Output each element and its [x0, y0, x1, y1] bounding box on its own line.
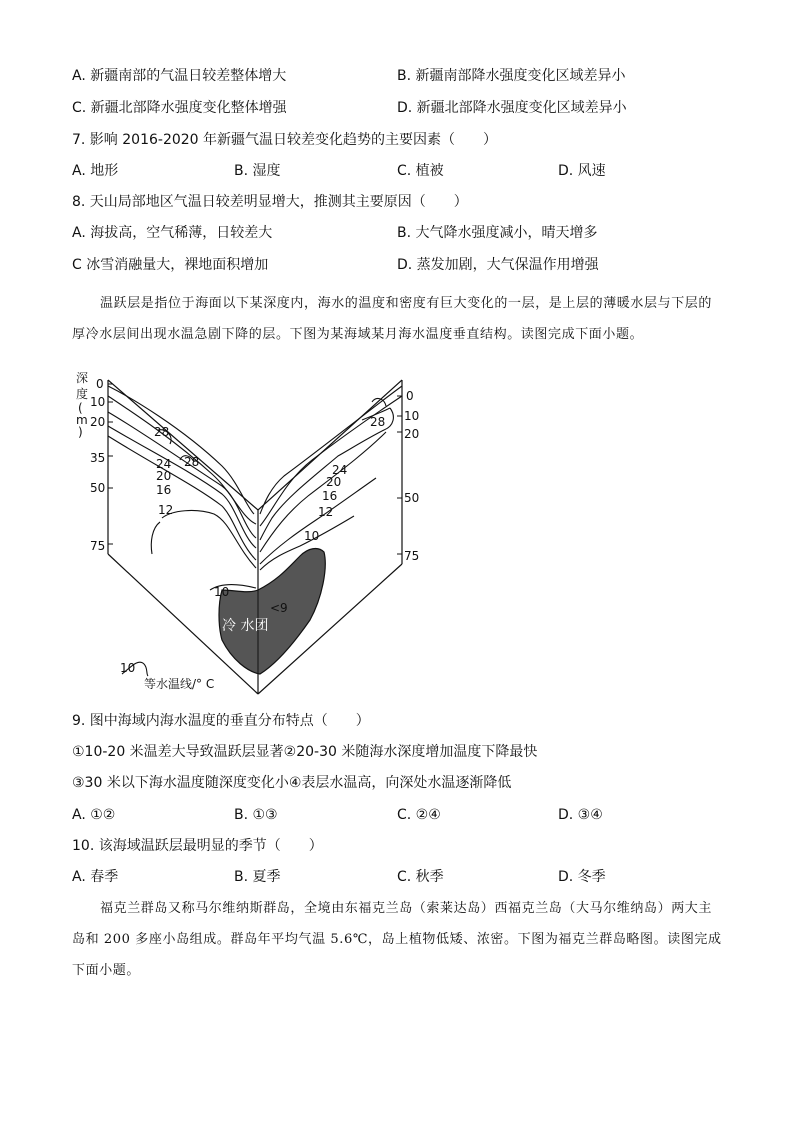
passage-falklands: 福克兰群岛又称马尔维纳斯群岛，全境由东福克兰岛（索莱达岛）西福克兰岛（大马尔维纳岛）两大主岛和 200 多座小岛组成。群岛年平均气温 5.6℃，岛上植物低矮、浓密。下图为福克兰群岛略图。读图完成下面小题。 — [72, 901, 722, 978]
left-isotherm-20: 20 — [156, 469, 172, 483]
q8-option-c: C 冰雪消融量大，裸地面积增加 — [72, 257, 269, 273]
q9-option-d: D. ③④ — [558, 807, 603, 823]
right-isotherm-28: 28 — [370, 415, 386, 429]
q6-option-d: D. 新疆北部降水强度变化区域差异小 — [397, 100, 627, 116]
q10-option-b: B. 夏季 — [234, 869, 281, 885]
cold-mass-value: <9 — [270, 601, 288, 615]
right-depth-50: 50 — [404, 491, 420, 505]
q8-option-a: A. 海拔高，空气稀薄，日较差大 — [72, 225, 273, 241]
depth-axis-label-4: m — [76, 413, 88, 427]
left-isotherm-24: 24 — [156, 457, 172, 471]
right-depth-20: 20 — [404, 427, 420, 441]
left-depth-50: 50 — [90, 481, 106, 495]
right-isotherm-12: 12 — [318, 505, 334, 519]
q6-option-c: C. 新疆北部降水强度变化整体增强 — [72, 100, 287, 116]
q8-option-d: D. 蒸发加剧，大气保温作用增强 — [397, 257, 599, 273]
sea-temperature-figure — [72, 368, 432, 708]
q7-option-c: C. 植被 — [397, 163, 444, 179]
right-depth-75: 75 — [404, 549, 420, 563]
q8-stem: 8. 天山局部地区气温日较差明显增大，推测其主要原因（ ） — [72, 194, 468, 210]
right-isotherm-16: 16 — [322, 489, 338, 503]
q9-stem: 9. 图中海域内海水温度的垂直分布特点（ ） — [72, 713, 370, 729]
q9-statement-2: ③30 米以下海水温度随深度变化小④表层水温高，向深处水温逐渐降低 — [72, 775, 512, 791]
right-isotherm-24: 24 — [332, 463, 348, 477]
left-depth-35: 35 — [90, 451, 106, 465]
q7-option-d: D. 风速 — [558, 163, 606, 179]
left-depth-20: 20 — [90, 415, 106, 429]
left-depth-0: 0 — [96, 377, 104, 391]
left-depth-10: 10 — [90, 395, 106, 409]
cold-mass-label: 冷 水团 — [222, 618, 269, 634]
left-isotherm-16: 16 — [156, 483, 172, 497]
legend-text: 等水温线/° C — [144, 677, 215, 691]
q7-option-a: A. 地形 — [72, 163, 119, 179]
q10-option-a: A. 春季 — [72, 869, 119, 885]
left-isotherm-12: 12 — [158, 503, 174, 517]
q10-stem: 10. 该海域温跃层最明显的季节（ ） — [72, 838, 323, 854]
q9-option-c: C. ②④ — [397, 807, 441, 823]
depth-axis-label-5: ) — [78, 425, 83, 439]
q7-stem: 7. 影响 2016-2020 年新疆气温日较差变化趋势的主要因素（ ） — [72, 132, 498, 148]
q7-option-b: B. 湿度 — [234, 163, 281, 179]
q8-option-b: B. 大气降水强度减小，晴天增多 — [397, 225, 598, 241]
left-depth-75: 75 — [90, 539, 106, 553]
q10-option-c: C. 秋季 — [397, 869, 444, 885]
q9-option-a: A. ①② — [72, 807, 116, 823]
legend-value: 10 — [120, 661, 136, 675]
left-ticks — [108, 384, 113, 544]
left-isotherm-28b: 28 — [184, 455, 200, 469]
left-isotherm-10: 10 — [214, 585, 230, 599]
right-isotherm-10: 10 — [304, 529, 320, 543]
right-depth-0: 0 — [406, 389, 414, 403]
q10-option-d: D. 冬季 — [558, 869, 606, 885]
right-isotherm-20: 20 — [326, 475, 342, 489]
right-ticks — [397, 396, 402, 554]
q6-option-b: B. 新疆南部降水强度变化区域差异小 — [397, 68, 626, 84]
depth-axis-label-3: ( — [78, 401, 83, 415]
right-depth-10: 10 — [404, 409, 420, 423]
passage-thermocline: 温跃层是指位于海面以下某深度内，海水的温度和密度有巨大变化的一层，是上层的薄暖水层与下层的厚冷水层间出现水温急剧下降的层。下图为某海域某月海水温度垂直结构。读图完成下面小题。 — [72, 296, 713, 342]
depth-axis-label-1: 深 — [76, 371, 89, 385]
q9-option-b: B. ①③ — [234, 807, 278, 823]
q6-option-a: A. 新疆南部的气温日较差整体增大 — [72, 68, 287, 84]
q9-statement-1: ①10-20 米温差大导致温跃层显著②20-30 米随海水深度增加温度下降最快 — [72, 744, 538, 760]
left-isotherms — [108, 386, 256, 590]
depth-axis-label-2: 度 — [76, 387, 89, 401]
left-isotherm-28a: 28 — [154, 425, 170, 439]
